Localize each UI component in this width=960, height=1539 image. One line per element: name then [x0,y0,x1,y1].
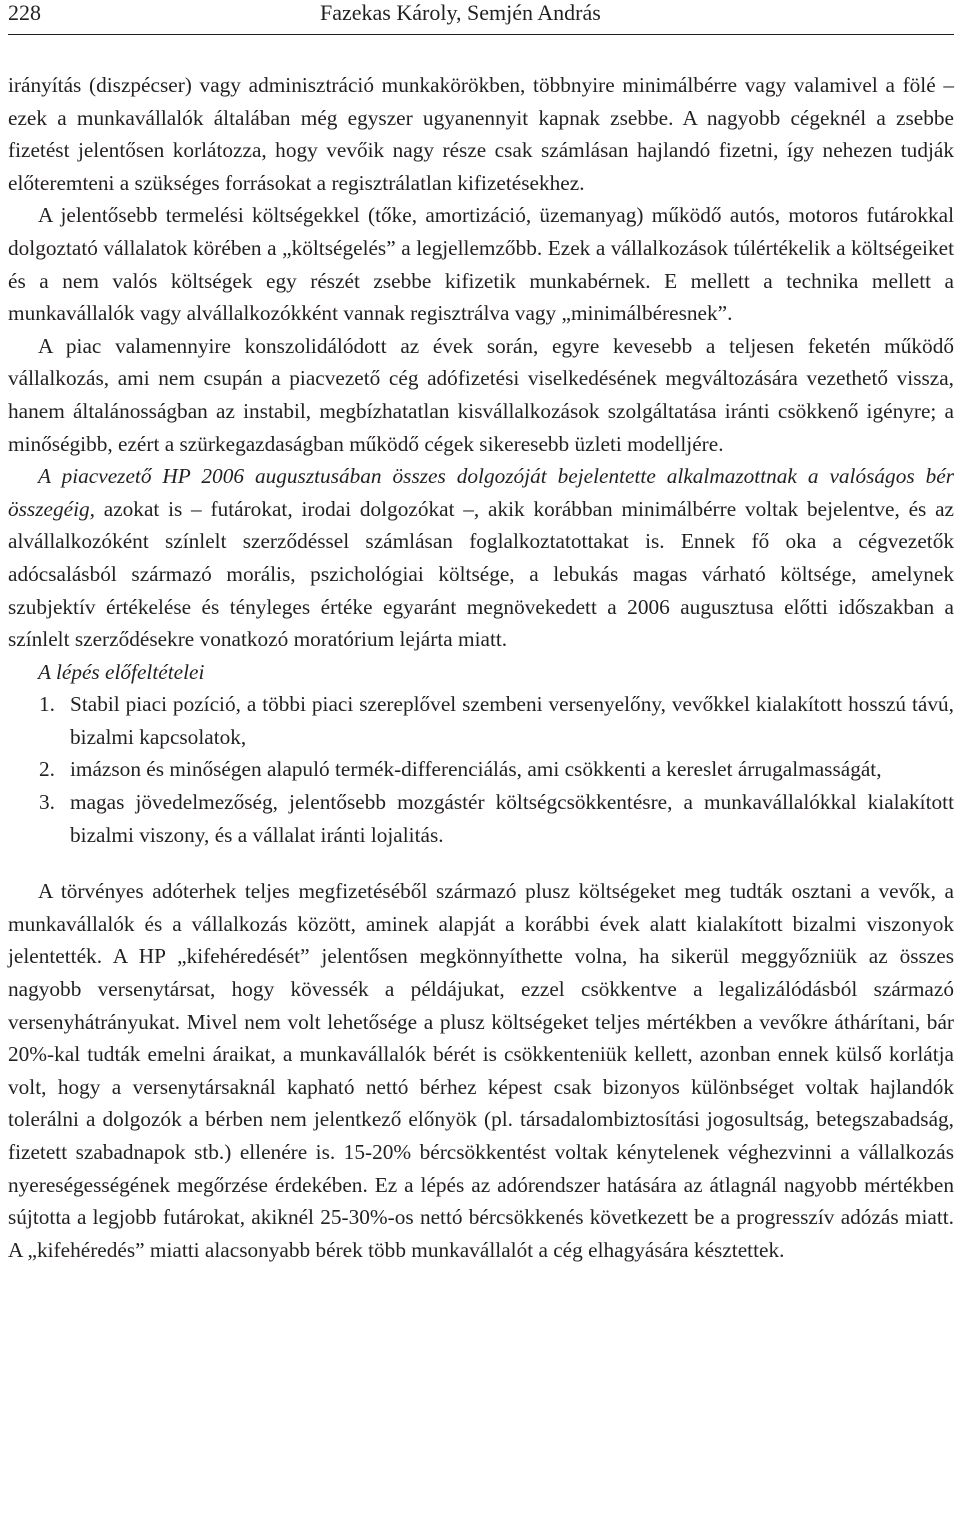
list-item [39,786,954,851]
paragraph-costing: A jelentősebb termelési költségekkel (tőke, amortizáció, üzemanyag) működő autós, motoros futárokkal dolgoztató vállalatok körében a „költségelés” a legjellemzőbb. Ezek a vállalkozások túlértékelik a költségeiket és a nem valós költségek egy részét zsebbe kifizetik munkabérnek. E mellett a technika mellett a munkavállalók vagy alvállalkozókként vannak regisztrálva vagy „minimálbéresnek”. [8,203,954,326]
section-subheading: A lépés előfeltételei [38,659,205,684]
body-text [8,69,954,1266]
paragraph-continued: irányítás (diszpécser) vagy adminisztráció munkakörökben, többnyire minimálbérre vagy valamivel a fölé – ezek a munkavállalók általában még egyszer ugyanennyit kapnak zsebbe. A nagyobb cégeknél a zsebbe fizetést jelentősen korlátozza, hogy vevőik nagy része csak számlásan hajlandó fizetni, így nehezen tudják előteremteni a szükséges forrásokat a regisztrálatlan kifizetésekhez. [8,73,954,195]
page-number: 228 [8,0,41,25]
paragraph-hp-whitening-rest: azokat is – futárokat, irodai dolgozókat –, akik korábban minimálbérre voltak bejelentve, és az alvállalkozóként színlelt szerződéssel számlásan foglalkoztatottakat is. Ennek fő oka a cégvezetők adócsalásból származó morális, pszichológiai költsége, a lebukás magas várható költsége, amelynek szubjektív értékelése és tényleges értéke egyaránt megnövekedett a 2006 augusztusa előtti időszakban a színlelt szerződésekre vonatkozó moratórium lejárta miatt. [8,496,954,652]
paragraph-hp-whitening [8,460,954,656]
paragraph-tax-burden: A törvényes adóterhek teljes megfizetéséből származó plusz költségeket meg tudták osztani a vevők, a munkavállalók és a vállalkozás között, aminek alapját a korábbi évek alatt kialakított bizalmi viszonyok jelentették. A HP „kifehéredését” jelentősen megkönnyíthette volna, ha sikerül meggyőzniük az összes nagyobb versenytársat, hogy kövessék a példájukat, ezzel csökkentve a legalizálódásból származó versenyhátrányukat. Mivel nem volt lehetősége a plusz költségeket teljes mértékben a vevőkre áthárítani, bár 20%-kal tudták emelni áraikat, a munkavállalók bérét is csökkenteniük kellett, azonban ennek külső korlátja volt, hogy a versenytársaknál kapható nettó bérhez képest csak bizonyos különbséget voltak hajlandók tolerálni a dolgozók a bérben nem jelentkező előnyök (pl. társadalombiztosítási jogosultság, betegszabadság, fizetett szabadnapok stb.) ellenére is. 15-20% bércsökkentést voltak kénytelenek véghezvinni a vállalkozás nyereségességének megőrzése érdekében. Ez a lépés az adórendszer hatására az átlagnál nagyobb mértékben sújtotta a legjobb futárokat, akiknél 25-30%-os nettó bércsökkenés következett be a progresszív adózás miatt. A „kifehéredés” miatti alacsonyabb bérek több munkavállalót a cég elhagyására késztettek. [8,879,954,1262]
list-number: 3. [39,790,55,815]
list-number: 1. [39,692,55,717]
running-head [8,0,954,35]
running-head-authors: Fazekas Károly, Semjén András [320,0,601,25]
list-item [39,753,954,786]
section-spacer [8,851,954,875]
list-item-text: Stabil piaci pozíció, a többi piaci szereplővel szembeni versenyelőny, vevőkkel kialakított hosszú távú, bizalmi kapcsolatok, [70,692,954,749]
list-number: 2. [39,757,55,782]
list-item-text: imázson és minőségen alapuló termék-differenciálás, ami csökkenti a kereslet árrugalmasságát, [70,757,882,782]
list-item [39,688,954,753]
book-page [8,0,954,1266]
paragraph-market-consolidation: A piac valamennyire konszolidálódott az évek során, egyre kevesebb a teljesen feketén működő vállalkozás, ami nem csupán a piacvezető cég adófizetési viselkedésének megváltozására vezethető vissza, hanem általánosságban az instabil, megbízhatatlan kisvállalkozások szolgáltatása iránti csökkenő igényre; a minőségibb, ezért a szürkegazdaságban működő cégek sikeresebb üzleti modelljére. [8,333,954,456]
list-item-text: magas jövedelmezőség, jelentősebb mozgástér költségcsökkentésre, a munkavállalókkal kialakított bizalmi viszony, és a vállalat iránti lojalitás. [70,790,954,847]
italic-emphasis: A piacvezető HP 2006 augusztusában összes dolgozóját bejelentette alkalmazottnak a valóságos bér összegéig, [8,464,954,521]
preconditions-list [8,688,954,851]
